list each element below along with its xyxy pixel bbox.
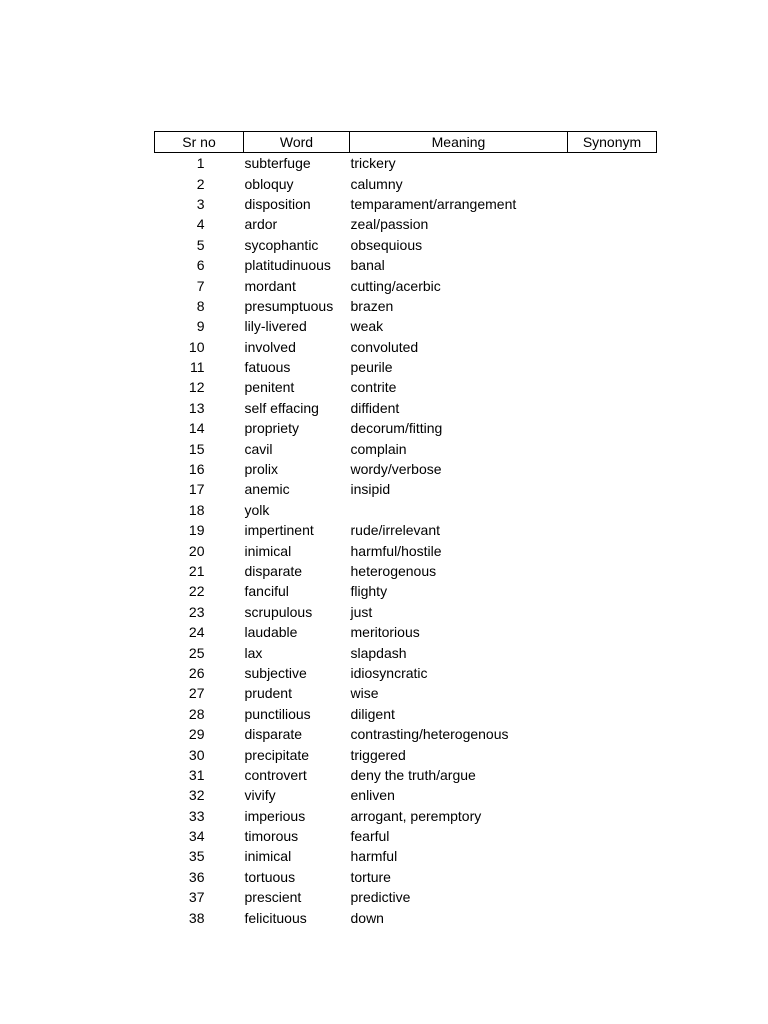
meaning-cell: down: [350, 909, 384, 926]
meaning-cell: enliven: [350, 787, 395, 804]
synonym-cell: [568, 418, 657, 438]
word-cell: inimical: [244, 848, 292, 865]
table-row: [155, 500, 657, 520]
meaning-cell: trickery: [350, 155, 396, 172]
word-cell: obloquy: [244, 175, 294, 192]
table-row: [155, 826, 657, 846]
synonym-cell: [568, 826, 657, 846]
table-row: [155, 622, 657, 642]
word-cell: propriety: [244, 420, 299, 437]
table-row: [155, 337, 657, 357]
header-sr-no: Sr no: [155, 132, 244, 153]
table-row: [155, 867, 657, 887]
synonym-cell: [568, 561, 657, 581]
table-row: [155, 214, 657, 234]
synonym-cell: [568, 704, 657, 724]
meaning-cell: slapdash: [350, 644, 407, 661]
sr-no-cell: 16: [188, 461, 205, 478]
sr-no-cell: 27: [188, 685, 205, 702]
meaning-cell: calumny: [350, 175, 403, 192]
word-cell: laudable: [244, 624, 298, 641]
synonym-cell: [568, 275, 657, 295]
table-row: [155, 418, 657, 438]
word-cell: self effacing: [244, 399, 319, 416]
word-cell: prolix: [244, 461, 278, 478]
synonym-cell: [568, 540, 657, 560]
meaning-cell: heterogenous: [350, 563, 437, 579]
word-cell: impertinent: [244, 522, 314, 539]
synonym-cell: [568, 642, 657, 662]
word-cell: anemic: [244, 481, 290, 498]
word-cell: felicituous: [244, 909, 307, 926]
word-cell: timorous: [244, 828, 299, 845]
header-synonym: Synonym: [568, 132, 657, 153]
synonym-cell: [568, 357, 657, 377]
table-row: [155, 377, 657, 397]
synonym-cell: [568, 663, 657, 683]
table-row: [155, 642, 657, 662]
word-cell: yolk: [244, 501, 270, 518]
synonym-cell: [568, 581, 657, 601]
meaning-cell: diffident: [350, 399, 400, 416]
sr-no-cell: 5: [196, 236, 205, 253]
sr-no-cell: 17: [188, 481, 205, 498]
word-cell: subterfuge: [244, 155, 311, 172]
synonym-cell: [568, 296, 657, 316]
table-row: [155, 173, 657, 193]
synonym-cell: [568, 785, 657, 805]
meaning-cell: peurile: [350, 359, 393, 376]
word-cell: prescient: [244, 889, 302, 906]
sr-no-cell: 22: [188, 583, 205, 600]
word-cell: lax: [244, 644, 263, 661]
sr-no-cell: 10: [188, 338, 205, 355]
synonym-cell: [568, 846, 657, 866]
sr-no-cell: 32: [188, 787, 205, 804]
meaning-cell: contrasting/heterogenous: [350, 726, 509, 743]
table-body: [155, 153, 657, 928]
word-cell: subjective: [244, 664, 307, 681]
meaning-cell: idiosyncratic: [350, 664, 428, 681]
table-row: [155, 846, 657, 866]
meaning-cell: convoluted: [350, 338, 419, 355]
meaning-cell: banal: [350, 257, 385, 274]
table-row: [155, 724, 657, 744]
synonym-cell: [568, 235, 657, 255]
sr-no-cell: 3: [196, 195, 205, 212]
synonym-cell: [568, 438, 657, 458]
meaning-cell: weak: [350, 318, 384, 335]
synonym-cell: [568, 724, 657, 744]
synonym-cell: [568, 255, 657, 275]
table-row: [155, 255, 657, 275]
table-row: [155, 704, 657, 724]
sr-no-cell: 4: [196, 216, 205, 233]
word-cell: disparate: [244, 726, 303, 743]
word-cell: lily-livered: [244, 318, 307, 335]
word-cell: scrupulous: [244, 603, 313, 620]
meaning-cell: contrite: [350, 379, 397, 396]
table-row: [155, 357, 657, 377]
table-row: [155, 887, 657, 907]
meaning-cell: diligent: [350, 705, 395, 722]
sr-no-cell: 33: [188, 807, 205, 824]
sr-no-cell: 19: [188, 522, 205, 539]
word-cell: ardor: [244, 216, 278, 233]
synonym-cell: [568, 316, 657, 336]
word-cell: fanciful: [244, 583, 289, 600]
meaning-cell: wordy/verbose: [350, 461, 442, 478]
word-cell: penitent: [244, 379, 295, 396]
sr-no-cell: 34: [188, 828, 205, 845]
table-row: [155, 806, 657, 826]
synonym-cell: [568, 500, 657, 520]
word-cell: involved: [244, 338, 296, 355]
header-meaning: Meaning: [350, 132, 568, 153]
word-cell: inimical: [244, 542, 292, 559]
meaning-cell: temparament/arrangement: [350, 195, 517, 212]
word-cell: mordant: [244, 277, 296, 294]
word-cell: imperious: [244, 807, 306, 824]
sr-no-cell: 13: [188, 399, 205, 416]
word-cell: cavil: [244, 440, 273, 457]
sr-no-cell: 29: [188, 726, 205, 743]
sr-no-cell: 36: [188, 868, 205, 885]
sr-no-cell: 1: [196, 155, 205, 172]
meaning-cell: arrogant, peremptory: [350, 807, 482, 824]
synonym-cell: [568, 459, 657, 479]
sr-no-cell: 9: [196, 318, 205, 335]
meaning-cell: predictive: [350, 889, 411, 906]
vocabulary-table: [154, 131, 657, 928]
word-cell: prudent: [244, 685, 292, 702]
meaning-cell: torture: [350, 868, 391, 885]
table-row: [155, 275, 657, 295]
word-cell: vivify: [244, 787, 276, 804]
synonym-cell: [568, 377, 657, 397]
word-cell: controvert: [244, 766, 307, 783]
table-header: [155, 132, 657, 153]
table-row: [155, 907, 657, 927]
meaning-cell: just: [350, 603, 373, 620]
meaning-cell: meritorious: [350, 624, 420, 641]
word-cell: disparate: [244, 563, 303, 579]
synonym-cell: [568, 479, 657, 499]
table-row: [155, 683, 657, 703]
word-cell: platitudinuous: [244, 257, 331, 274]
synonym-cell: [568, 867, 657, 887]
table-row: [155, 663, 657, 683]
table-row: [155, 153, 657, 174]
table-row: [155, 194, 657, 214]
sr-no-cell: 12: [188, 379, 205, 396]
sr-no-cell: 15: [188, 440, 205, 457]
vocabulary-sheet: [154, 131, 656, 928]
sr-no-cell: 2: [196, 175, 205, 192]
sr-no-cell: 11: [189, 359, 205, 376]
synonym-cell: [568, 337, 657, 357]
meaning-cell: zeal/passion: [350, 216, 429, 233]
meaning-cell: rude/irrelevant: [350, 522, 440, 539]
meaning-cell: harmful: [350, 848, 398, 865]
synonym-cell: [568, 907, 657, 927]
table-row: [155, 561, 657, 581]
table-row: [155, 479, 657, 499]
meaning-cell: [350, 500, 568, 520]
meaning-cell: cutting/acerbic: [350, 277, 441, 294]
header-word: Word: [244, 132, 350, 153]
word-cell: disposition: [244, 195, 311, 212]
sr-no-cell: 7: [196, 277, 205, 294]
meaning-cell: deny the truth/argue: [350, 766, 476, 783]
table-row: [155, 459, 657, 479]
sr-no-cell: 30: [188, 746, 205, 763]
synonym-cell: [568, 887, 657, 907]
meaning-cell: harmful/hostile: [350, 542, 442, 559]
meaning-cell: wise: [350, 685, 379, 702]
sr-no-cell: 24: [188, 624, 205, 641]
synonym-cell: [568, 398, 657, 418]
synonym-cell: [568, 194, 657, 214]
sr-no-cell: 26: [188, 664, 205, 681]
sr-no-cell: 6: [196, 257, 205, 274]
table-row: [155, 765, 657, 785]
table-row: [155, 785, 657, 805]
table-row: [155, 602, 657, 622]
word-cell: sycophantic: [244, 236, 319, 253]
meaning-cell: insipid: [350, 481, 391, 498]
synonym-cell: [568, 683, 657, 703]
table-row: [155, 398, 657, 418]
synonym-cell: [568, 744, 657, 764]
sr-no-cell: 38: [188, 909, 205, 926]
table-row: [155, 316, 657, 336]
sr-no-cell: 28: [188, 705, 205, 722]
meaning-cell: fearful: [350, 828, 390, 845]
sr-no-cell: 31: [188, 766, 205, 783]
sr-no-cell: 21: [188, 563, 205, 579]
meaning-cell: flighty: [350, 583, 388, 600]
word-cell: presumptuous: [244, 297, 334, 314]
synonym-cell: [568, 214, 657, 234]
table-row: [155, 296, 657, 316]
sr-no-cell: 18: [188, 501, 205, 518]
synonym-cell: [568, 765, 657, 785]
meaning-cell: triggered: [350, 746, 406, 763]
synonym-cell: [568, 153, 657, 174]
meaning-cell: brazen: [350, 297, 394, 314]
synonym-cell: [568, 602, 657, 622]
synonym-cell: [568, 806, 657, 826]
sr-no-cell: 14: [188, 420, 205, 437]
word-cell: fatuous: [244, 359, 291, 376]
table-row: [155, 540, 657, 560]
sr-no-cell: 23: [188, 603, 205, 620]
meaning-cell: obsequious: [350, 236, 423, 253]
sr-no-cell: 20: [188, 542, 205, 559]
meaning-cell: decorum/fitting: [350, 420, 443, 437]
header-row: [155, 132, 657, 153]
synonym-cell: [568, 622, 657, 642]
synonym-cell: [568, 520, 657, 540]
meaning-cell: complain: [350, 440, 407, 457]
sr-no-cell: 37: [188, 889, 205, 906]
table-row: [155, 438, 657, 458]
sr-no-cell: 25: [188, 644, 205, 661]
word-cell: precipitate: [244, 746, 310, 763]
sr-no-cell: 35: [188, 848, 205, 865]
synonym-cell: [568, 173, 657, 193]
word-cell: punctilious: [244, 705, 311, 722]
table-row: [155, 235, 657, 255]
word-cell: tortuous: [244, 868, 296, 885]
table-row: [155, 581, 657, 601]
sr-no-cell: 8: [196, 297, 205, 314]
table-row: [155, 520, 657, 540]
table-row: [155, 744, 657, 764]
